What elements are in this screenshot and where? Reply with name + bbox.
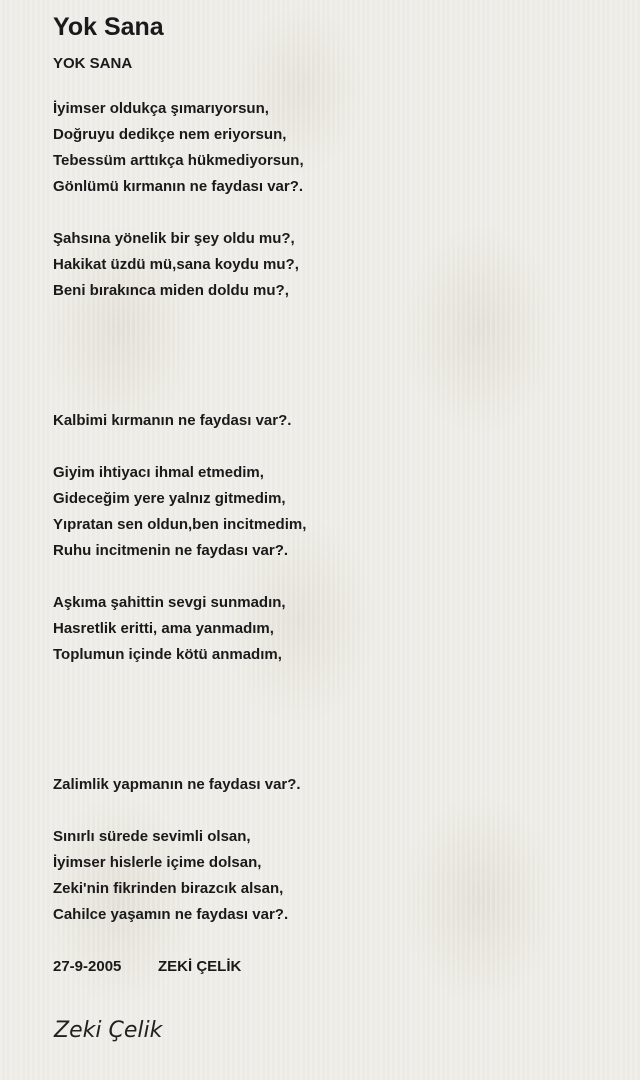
poem-line [53, 434, 613, 460]
poem-line [53, 356, 613, 382]
poem-line: Doğruyu dedikçe nem eriyorsun, [53, 126, 287, 143]
poem-footer [53, 954, 613, 980]
poem-subtitle: YOK SANA [53, 55, 133, 72]
poem-page [53, 10, 613, 980]
poem-line [53, 304, 613, 330]
poem-line [53, 668, 613, 694]
poem-line [53, 928, 613, 954]
poem-line: Tebessüm arttıkça hükmediyorsun, [53, 152, 304, 169]
poem-line: Gönlümü kırmanın ne faydası var?. [53, 178, 304, 195]
poem-line [53, 564, 613, 590]
poem-line: Zalimlik yapmanın ne faydası var?. [53, 776, 301, 793]
poem-line: Sınırlı sürede sevimli olsan, [53, 828, 251, 845]
poem-line: Hakikat üzdü mü,sana koydu mu?, [53, 256, 299, 273]
poem-line: Zeki'nin fikrinden birazcık alsan, [53, 880, 284, 897]
poem-date: 27-9-2005 [53, 958, 122, 975]
poem-body [53, 96, 613, 954]
poem-line [53, 382, 613, 408]
author-signature: Zeki Çelik [54, 1018, 163, 1043]
poem-line: Giyim ihtiyacı ihmal etmedim, [53, 464, 264, 481]
poem-line: Kalbimi kırmanın ne faydası var?. [53, 412, 292, 429]
poem-line [53, 720, 613, 746]
poem-line: Aşkıma şahittin sevgi sunmadın, [53, 594, 286, 611]
poem-line [53, 330, 613, 356]
poem-line: Cahilce yaşamın ne faydası var?. [53, 906, 289, 923]
poem-line: Yıpratan sen oldun,ben incitmedim, [53, 516, 307, 533]
poem-line [53, 798, 613, 824]
poem-line: Beni bırakınca miden doldu mu?, [53, 282, 289, 299]
poem-line [53, 694, 613, 720]
poem-line: Hasretlik eritti, ama yanmadım, [53, 620, 274, 637]
poem-line [53, 200, 613, 226]
poem-author: ZEKİ ÇELİK [158, 958, 242, 975]
poem-line: İyimser hislerle içime dolsan, [53, 854, 262, 871]
poem-line: Şahsına yönelik bir şey oldu mu?, [53, 230, 295, 247]
poem-line: İyimser oldukça şımarıyorsun, [53, 100, 269, 117]
poem-title: Yok Sana [53, 13, 164, 41]
poem-line: Gideceğim yere yalnız gitmedim, [53, 490, 286, 507]
poem-line: Toplumun içinde kötü anmadım, [53, 646, 282, 663]
poem-line [53, 746, 613, 772]
poem-line: Ruhu incitmenin ne faydası var?. [53, 542, 289, 559]
